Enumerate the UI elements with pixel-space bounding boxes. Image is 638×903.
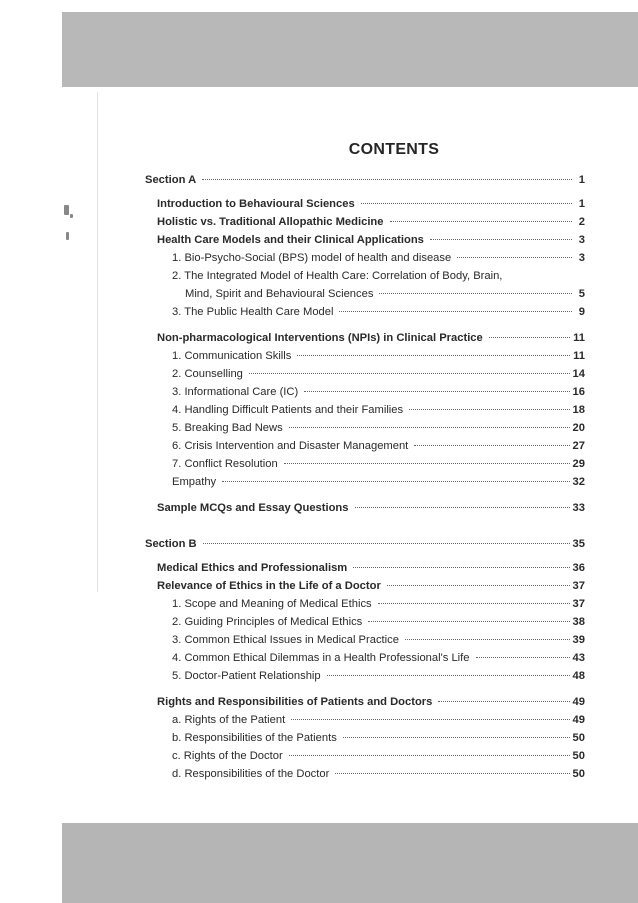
toc-page-number: 5 (578, 288, 585, 300)
toc-subentry (145, 729, 585, 747)
margin-fold-line (97, 92, 98, 592)
toc-entry-label: 2. Guiding Principles of Medical Ethics (172, 616, 363, 628)
scan-bottom-band (62, 823, 638, 903)
dot-leader (297, 355, 570, 356)
dot-leader (387, 585, 570, 586)
toc-entry-label: Section B (145, 538, 197, 550)
toc-page-number: 38 (572, 616, 585, 628)
toc-chapter (145, 231, 585, 249)
toc-entry-label: 7. Conflict Resolution (172, 458, 278, 470)
dot-leader (414, 445, 569, 446)
toc-entry-label: 5. Doctor-Patient Relationship (172, 670, 321, 682)
toc-entry-label: 5. Breaking Bad News (172, 422, 283, 434)
dot-leader (222, 481, 569, 482)
toc-entry-label: 1. Communication Skills (172, 350, 292, 362)
toc-chapter (145, 195, 585, 213)
toc-entry-label: 4. Handling Difficult Patients and their Families (172, 404, 404, 416)
toc-subentry (145, 473, 585, 491)
toc-subentry (145, 711, 585, 729)
toc-page-number: 50 (572, 768, 585, 780)
dot-leader (327, 675, 570, 676)
toc-chapter (145, 693, 585, 711)
toc-entry-label: b. Responsibilities of the Patients (172, 732, 337, 744)
dot-leader (343, 737, 570, 738)
toc-entry-label: 3. Common Ethical Issues in Medical Practice (172, 634, 399, 646)
dot-leader (249, 373, 570, 374)
toc-subentry (145, 347, 585, 365)
toc-entry-label: Holistic vs. Traditional Allopathic Medicine (157, 216, 384, 228)
toc-chapter (145, 329, 585, 347)
toc-chapter (145, 213, 585, 231)
dot-leader (409, 409, 569, 410)
toc-subentry (145, 667, 585, 685)
dot-leader (335, 773, 569, 774)
toc-page-number: 11 (573, 350, 585, 362)
dot-leader (489, 337, 570, 338)
toc-entry-label: Sample MCQs and Essay Questions (157, 502, 349, 514)
dot-leader (304, 391, 569, 392)
toc-entry-label: Medical Ethics and Professionalism (157, 562, 348, 574)
toc-entry-label: Rights and Responsibilities of Patients and Doctors (157, 696, 433, 708)
dot-leader (405, 639, 570, 640)
toc-entry-label: 2. Counselling (172, 368, 243, 380)
toc-spacer (145, 491, 585, 499)
toc-entry-label: c. Rights of the Doctor (172, 750, 283, 762)
scan-speck (64, 205, 69, 215)
toc-entry-label: a. Rights of the Patient (172, 714, 286, 726)
toc-entry-label: Mind, Spirit and Behavioural Sciences (185, 288, 374, 300)
dot-leader (438, 701, 569, 702)
toc-entry-label: 1. Scope and Meaning of Medical Ethics (172, 598, 372, 610)
toc-page-number: 1 (578, 198, 585, 210)
dot-leader (291, 719, 569, 720)
toc-entry-label: Section A (145, 174, 197, 186)
dot-leader (378, 603, 570, 604)
toc-page-number: 48 (572, 670, 585, 682)
toc-spacer (145, 517, 585, 535)
dot-leader (289, 755, 570, 756)
toc-subentry (145, 765, 585, 783)
toc-entry-label: Introduction to Behavioural Sciences (157, 198, 355, 210)
dot-leader (355, 507, 570, 508)
toc-page-number: 39 (572, 634, 585, 646)
toc-entry-label: Non-pharmacological Interventions (NPIs) in Clinical Practice (157, 332, 483, 344)
toc-page-number: 11 (573, 332, 585, 344)
dot-leader (202, 179, 572, 180)
section-heading (145, 171, 585, 189)
dot-leader (476, 657, 570, 658)
toc-page-number: 14 (572, 368, 585, 380)
toc-chapter (145, 499, 585, 517)
dot-leader (379, 293, 572, 294)
dot-leader (361, 203, 572, 204)
toc-subentry (145, 267, 585, 285)
dot-leader (284, 463, 570, 464)
dot-leader (457, 257, 572, 258)
toc-page-number: 50 (572, 732, 585, 744)
toc-subentry (145, 631, 585, 649)
toc-page-number: 35 (572, 538, 585, 550)
dot-leader (339, 311, 572, 312)
toc-entry-label: 3. Informational Care (IC) (172, 386, 299, 398)
toc-page-number: 49 (572, 714, 585, 726)
dot-leader (368, 621, 569, 622)
toc-page-number: 43 (572, 652, 585, 664)
toc-page-number: 2 (578, 216, 585, 228)
toc-page-number: 3 (578, 252, 585, 264)
toc-page-number: 20 (572, 422, 585, 434)
toc-page-number: 3 (578, 234, 585, 246)
toc-subentry (145, 365, 585, 383)
toc-entry-label: Health Care Models and their Clinical Applications (157, 234, 424, 246)
dot-leader (430, 239, 572, 240)
toc-subentry (145, 455, 585, 473)
toc-subentry (145, 285, 585, 303)
toc-spacer (145, 321, 585, 329)
toc-subentry (145, 613, 585, 631)
toc-subentry (145, 419, 585, 437)
toc-page-number: 9 (578, 306, 585, 318)
dot-leader (390, 221, 573, 222)
toc-subentry (145, 649, 585, 667)
toc-page-number: 49 (572, 696, 585, 708)
toc-page-number: 1 (578, 174, 585, 186)
toc-subentry (145, 383, 585, 401)
toc-page-number: 50 (572, 750, 585, 762)
toc-spacer (145, 685, 585, 693)
toc-entry-label: d. Responsibilities of the Doctor (172, 768, 330, 780)
dot-leader (289, 427, 570, 428)
toc-chapter (145, 559, 585, 577)
toc-entry-label: Relevance of Ethics in the Life of a Doctor (157, 580, 381, 592)
toc-entry-label: 4. Common Ethical Dilemmas in a Health Professional's Life (172, 652, 470, 664)
toc-subentry (145, 747, 585, 765)
toc-chapter (145, 577, 585, 595)
toc-page-number: 37 (572, 598, 585, 610)
table-of-contents (145, 171, 585, 783)
toc-page-number: 36 (572, 562, 585, 574)
toc-subentry (145, 437, 585, 455)
section-heading (145, 535, 585, 553)
toc-subentry (145, 303, 585, 321)
toc-subentry (145, 595, 585, 613)
scan-speck (70, 214, 73, 218)
scan-top-band (62, 12, 638, 87)
toc-page-number: 18 (572, 404, 585, 416)
toc-subentry (145, 249, 585, 267)
toc-page-number: 32 (572, 476, 585, 488)
dot-leader (353, 567, 569, 568)
scan-speck (66, 232, 69, 240)
toc-entry-label: 3. The Public Health Care Model (172, 306, 334, 318)
toc-page-number: 27 (572, 440, 585, 452)
dot-leader (203, 543, 570, 544)
toc-subentry (145, 401, 585, 419)
toc-entry-label: Empathy (172, 476, 217, 488)
toc-page-number: 29 (572, 458, 585, 470)
toc-entry-label: 6. Crisis Intervention and Disaster Management (172, 440, 409, 452)
toc-entry-label: 1. Bio-Psycho-Social (BPS) model of health and disease (172, 252, 452, 264)
toc-page-number: 33 (572, 502, 585, 514)
toc-entry-label: 2. The Integrated Model of Health Care: Correlation of Body, Brain, (172, 270, 503, 282)
page-title: CONTENTS (348, 141, 440, 158)
toc-page-number: 16 (572, 386, 585, 398)
toc-page-number: 37 (572, 580, 585, 592)
